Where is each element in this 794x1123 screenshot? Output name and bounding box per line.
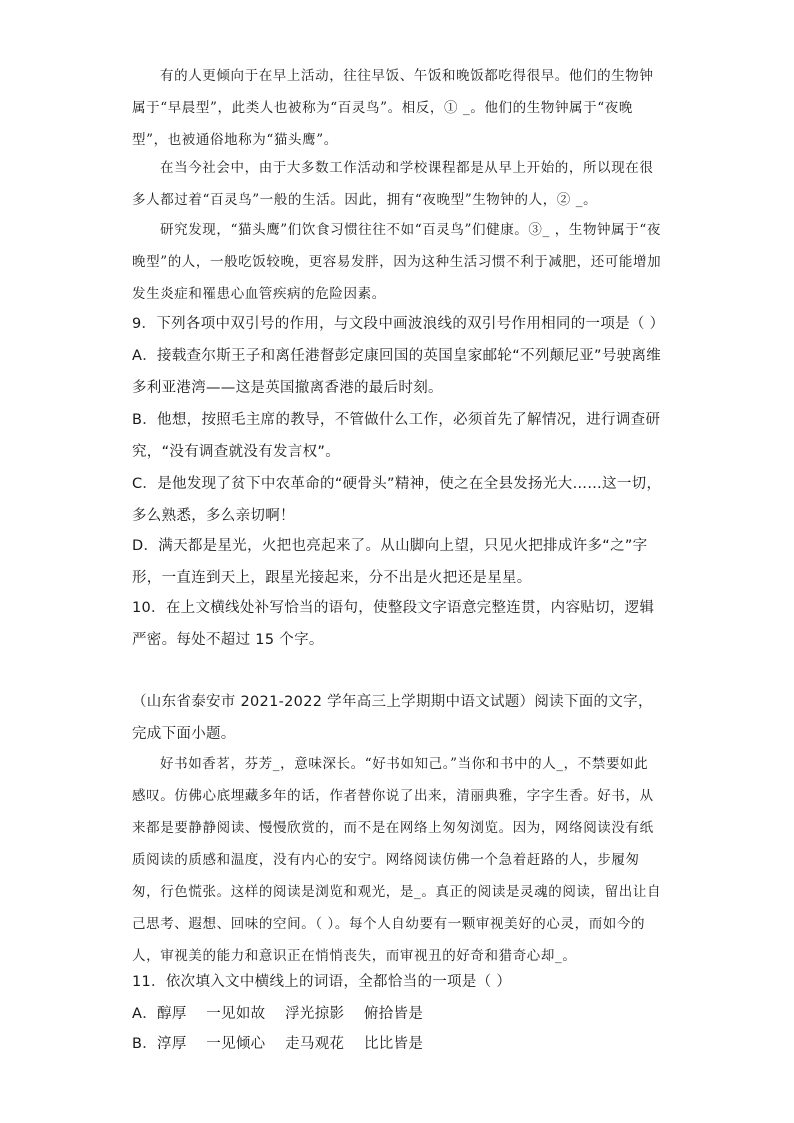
question-9-option-a: A．接载查尔斯王子和离任港督彭定康回国的英国皇家邮轮“不列颠尼亚”号驶离维多利亚港湾——这是英国撤离香港的最后时刻。 <box>132 348 662 396</box>
question-9-stem: 9．下列各项中双引号的作用，与文段中画波浪线的双引号作用相同的一项是（ ） <box>132 316 665 332</box>
passage1-paragraph-2: 在当今社会中，由于大多数工作活动和学校课程都是从早上开始的，所以现在很多人都过着“百灵鸟”一般的生活。因此，拥有“夜晚型”生物钟的人，② _。 <box>132 160 654 208</box>
question-9-option-c: C．是他发现了贫下中农革命的“硬骨头”精神，使之在全县发扬光大……这一切，多么熟悉，多么亲切啊！ <box>132 476 662 524</box>
question-9-option-d: D．满天都是星光，火把也亮起来了。从山脚向上望，只见火把排成许多“之”字形，一直连到天上，跟星光接起来，分不出是火把还是星星。 <box>132 538 648 586</box>
passage2-paragraph: 好书如香茗，芬芳_，意味深长。“好书如知己。”当你和书中的人_，不禁要如此感叹。仿佛心底埋藏多年的话，作者替你说了出来，清丽典雅，字字生香。好书，从来都是要静静阅读、慢慢欣赏的，而不是在网络上匆匆浏览。因为，网络阅读没有纸质阅读的质感和温度，没有内心的安宁。网络阅读仿佛一个急着赶路的人，步履匆匆，行色慌张。这样的阅读是浏览和观光，是_。真正的阅读是灵魂的阅读，留出让自己思考、遐想、回味的空间。（ ）。每个人自幼要有一颗审视美好的心灵，而如今的人，审视美的能力和意识正在悄悄丧失，而审视丑的好奇和猎奇心却_。 <box>132 756 662 964</box>
question-11-option-b: B．淳厚 一见倾心 走马观花 比比皆是 <box>132 1036 424 1052</box>
passage1-paragraph-1: 有的人更倾向于在早上活动，往往早饭、午饭和晚饭都吃得很早。他们的生物钟属于“早晨型”，此类人也被称为“百灵鸟”。相反，① _。他们的生物钟属于“夜晚型”，也被通俗地称为“猫头鹰”。 <box>132 68 654 148</box>
question-10-stem: 10．在上文横线处补写恰当的语句，使整段文字语意完整连贯，内容贴切，逻辑严密。每处不超过 15 个字。 <box>132 600 655 648</box>
question-11-stem: 11．依次填入文中横线上的词语，全都恰当的一项是（ ） <box>132 974 512 990</box>
question-9-option-b: B．他想，按照毛主席的教导，不管做什么工作，必须首先了解情况，进行调查研究，“没有调查就没有发言权”。 <box>132 412 661 460</box>
source-line: （山东省泰安市 2021-2022 学年高三上学期期中语文试题）阅读下面的文字，完成下面小题。 <box>132 694 653 742</box>
question-11-option-a: A．醇厚 一见如故 浮光掠影 俯拾皆是 <box>132 1006 424 1022</box>
passage1-paragraph-3: 研究发现，“猫头鹰”们饮食习惯往往不如“百灵鸟”们健康。③_ ，生物钟属于“夜晚型”的人，一般吃饭较晚，更容易发胖，因为这种生活习惯不利于减肥，还可能增加发生炎症和罹患心血管疾病的危险因素。 <box>132 222 662 302</box>
